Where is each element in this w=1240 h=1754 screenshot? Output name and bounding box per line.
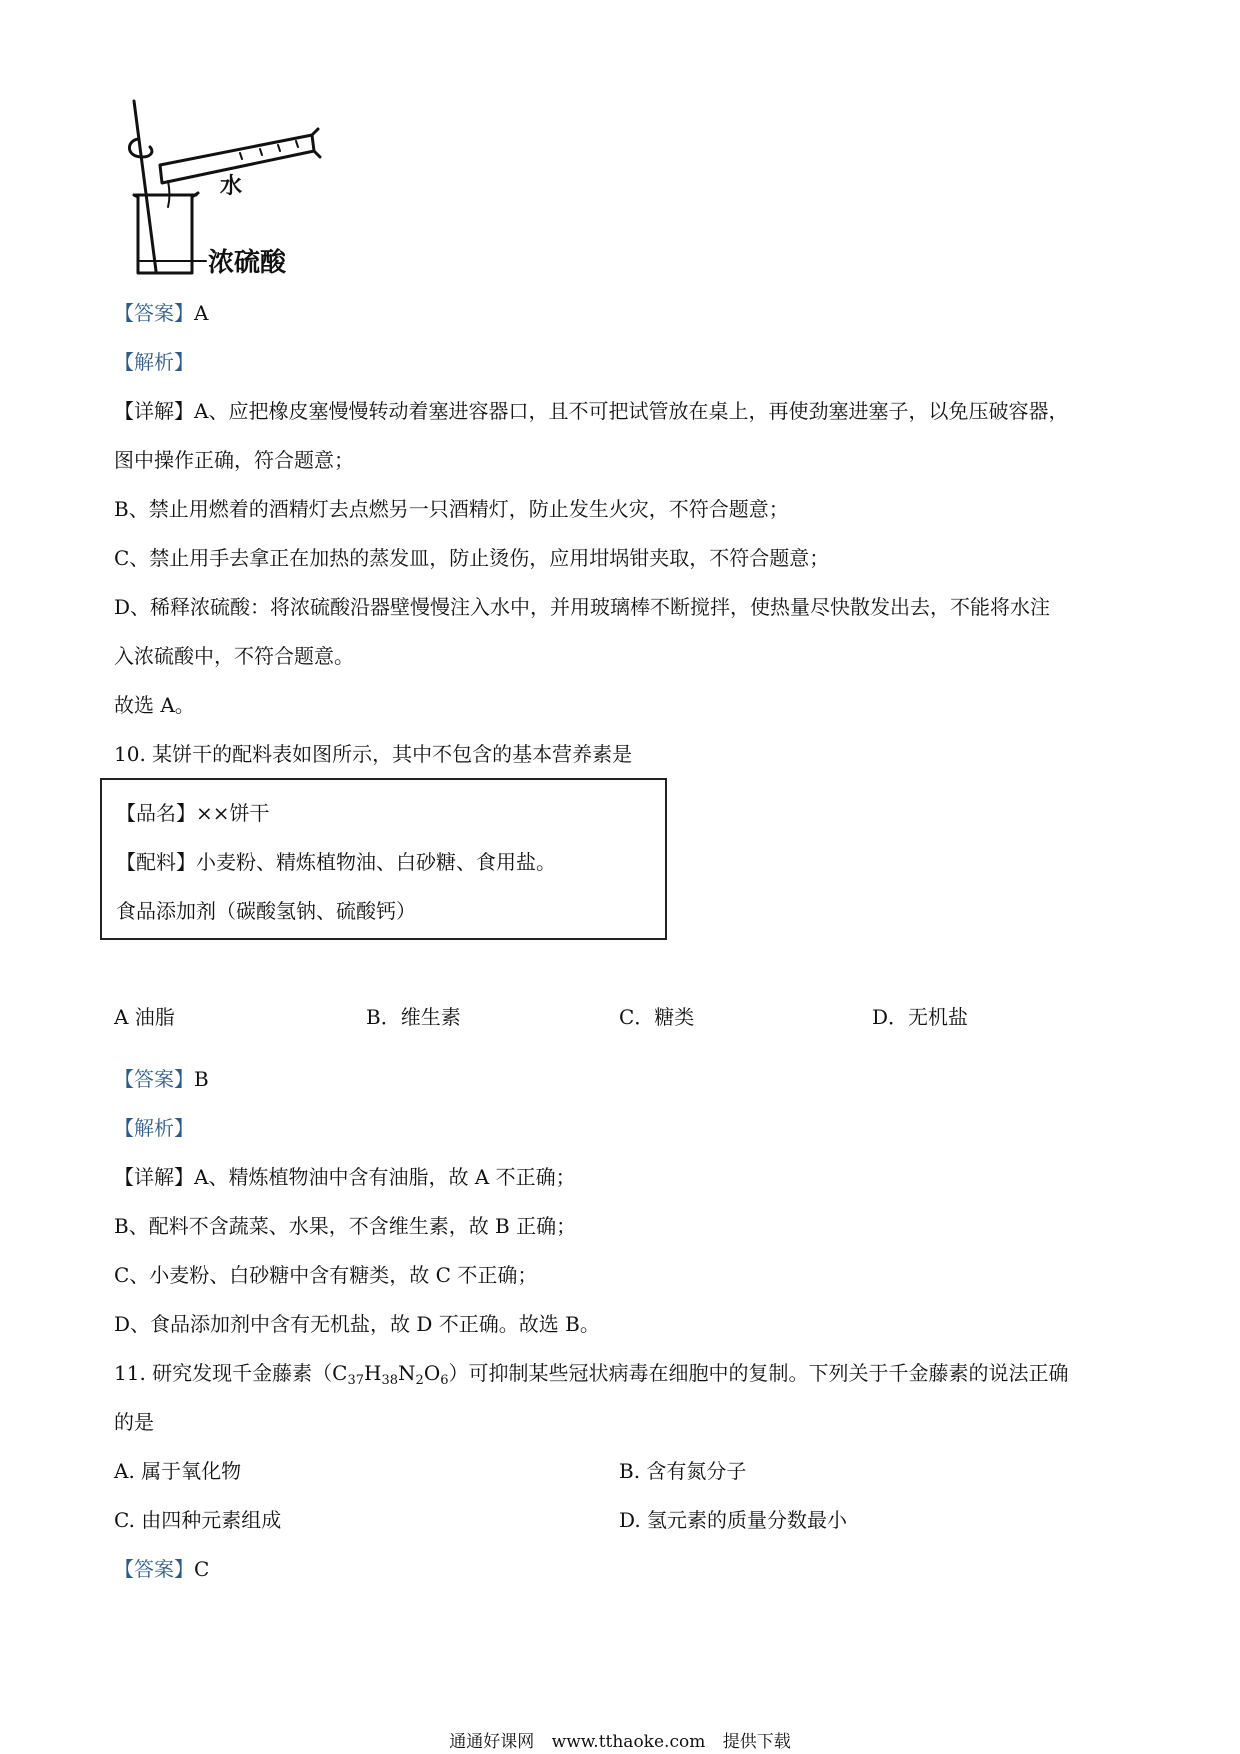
footer-url[interactable]: www.tthaoke.com [551,1732,706,1752]
q9-detail-c: C、禁止用手去拿正在加热的蒸发皿，防止烫伤，应用坩埚钳夹取，不符合题意； [114,546,830,570]
q10-detail-d: D、食品添加剂中含有无机盐，故 D 不正确。故选 B。 [114,1312,600,1336]
q9-conclusion: 故选 A。 [114,693,195,717]
q10-option-c: C．糖类 [619,1005,695,1029]
ingredient-list-line: 【配料】小麦粉、精炼植物油、白砂糖、食用盐。 [116,850,556,874]
q10-option-a: A 油脂 [114,1005,175,1029]
q9-detail-b: B、禁止用燃着的酒精灯去点燃另一只酒精灯，防止发生火灾，不符合题意； [114,497,789,521]
acid-label: 浓硫酸 [208,248,287,278]
q9-detail-d1: D、稀释浓硫酸：将浓硫酸沿器壁慢慢注入水中，并用玻璃棒不断搅拌，使热量尽快散发出去，不能将水注 [114,595,1051,619]
q9-detail-a2: 图中操作正确，符合题意； [114,448,354,472]
chemical-formula: $C_{37}H_{38}N_2O_6$ [332,1361,449,1388]
ingredient-name-line: 【品名】××饼干 [116,801,270,825]
q11-option-b: B. 含有氮分子 [619,1459,747,1483]
ingredient-additive-line: 食品添加剂（碳酸氢钠、硫酸钙） [116,899,416,923]
q11-stem-line2: 的是 [114,1410,154,1434]
q9-detail-d2: 入浓硫酸中，不符合题意。 [114,644,354,668]
water-label: 水 [220,174,243,199]
ingredient-box [100,778,667,940]
q9-answer: 【答案】A [114,301,209,325]
page-footer [0,1731,1240,1753]
q10-detail-c: C、小麦粉、白砂糖中含有糖类，故 C 不正确； [114,1263,538,1287]
q10-stem: 10. 某饼干的配料表如图所示，其中不包含的基本营养素是 [114,742,633,766]
q10-analysis-tag: 【解析】 [114,1116,194,1140]
q10-detail-a: 【详解】A、精炼植物油中含有油脂，故 A 不正确； [114,1165,576,1189]
q11-option-d: D. 氢元素的质量分数最小 [619,1508,848,1532]
q11-stem: 11. 研究发现千金藤素$(C_{37}H_{38}N_2O_6)$可抑制某些冠状病毒在细胞中的复制。下列关于千金藤素的说法正确 [114,1361,1069,1388]
dilution-figure [120,95,350,285]
q9-analysis-tag: 【解析】 [114,350,194,374]
q11-option-c: C. 由四种元素组成 [114,1508,282,1532]
q10-option-d: D．无机盐 [872,1005,969,1029]
q10-detail-b: B、配料不含蔬菜、水果，不含维生素，故 B 正确； [114,1214,577,1238]
q9-detail-a1: 【详解】A、应把橡皮塞慢慢转动着塞进容器口，且不可把试管放在桌上，再使劲塞进塞子，以免压破容器， [114,399,1069,423]
q10-answer: 【答案】B [114,1067,209,1091]
q10-option-b: B．维生素 [366,1005,461,1029]
q11-answer: 【答案】C [114,1557,210,1581]
footer-note: 提供下载 [722,1732,791,1752]
footer-site-name: 通通好课网 [449,1732,535,1752]
q11-option-a: A. 属于氧化物 [114,1459,242,1483]
